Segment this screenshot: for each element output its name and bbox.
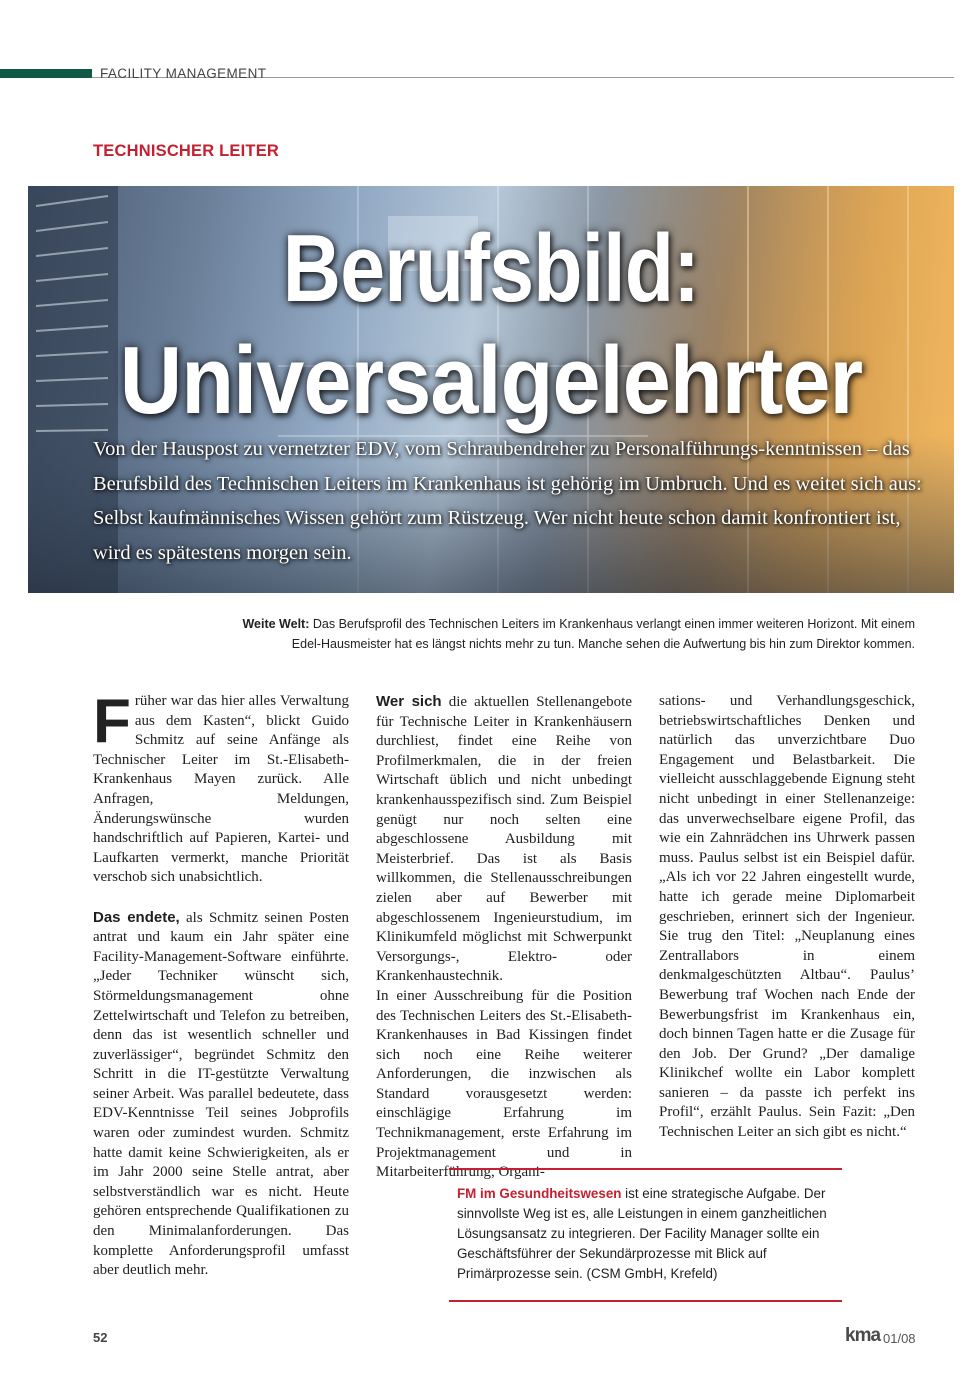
caption-line-1: Das Berufsprofil des Technischen Leiters im Krankenhaus verlangt einen immer weiteren Horizont. Mit einem [309, 617, 915, 631]
col1-paragraph-2: als Schmitz seinen Posten antrat und kaum ein Jahr später eine Facility-Management-Software einführte. „Jeder Techniker wünscht sich, Störmeldungsmanagement ohne Zettelwirtschaft und Telefon zu betreiben, denn das ist wesentlich schneller und zuverlässiger“, begründet Schmitz den Schritt in die IT-gestützte Verwaltung seiner Arbeit. Was parallel bedeutete, dass EDV-Kenntnisse Teil seines Jobprofils waren oder zumindest wurden. Schmitz hatte damit keine Schwierigkeiten, als er im Jahr 2000 seine Stelle antrat, aber selbstverständlich war es nicht. Heute gehören entsprechende Qualifikationen zu den Minimalanforderungen. Das komplette Anforderungsprofil umfasst aber deutlich mehr. [93, 909, 349, 1279]
headline-line-1: Berufsbild: [282, 215, 700, 322]
body-column-3 [659, 692, 915, 1143]
lead-paragraph: Von der Hauspost zu vernetzter EDV, vom Schraubendreher zu Personalführungs-kenntnissen – das Berufsbild des Technischen Leiters im Krankenhaus ist gehörig im Umbruch. Und es weitet sich aus: Selbst kaufmännisches Wissen gehört zum Rüstzeug. Wer nicht heute schon damit konfrontiert ist, wird es spätestens morgen sein. [93, 438, 922, 564]
col2-lead-in: Wer sich [376, 693, 442, 710]
drop-cap: F [93, 687, 131, 756]
issue-number: 01/08 [883, 1331, 916, 1346]
pull-quote-box [449, 1168, 842, 1302]
caption-label: Weite Welt: [242, 617, 310, 631]
hero-image [28, 186, 954, 593]
body-column-1 [93, 687, 349, 1281]
col2-paragraph-1: die aktuellen Stellenangebote für Technische Leiter in Krankenhäusern durchliest, findet eine Reihe von Profilmerkmalen, die in der freien Wirtschaft üblich und nicht unbedingt krankenhausspezifisch sind. Zum Beispiel genügt nur noch selten eine abgeschlossene Ausbildung mit Meisterbrief. Das ist als Basis willkommen, die Stellenausschreibungen zielen aber auf Bewerber mit abgeschlossenem Ingenieurstudium, im Klinikumfeld möglichst mit Schwerpunkt Versorgungs-, Elektro- oder Krankenhaustechnik. [376, 694, 633, 985]
body-column-2 [376, 692, 632, 1183]
pull-quote-text: ist eine strategische Aufgabe. Der sinnvollste Weg ist es, alle Leistungen in einem ganzheitlichen Lösungsansatz zu integrieren. Der Facility Manager sollte ein Geschäftsführer der Sekundärprozesse mit Blick auf Primärprozesse sein. (CSM GmbH, Krefeld) [457, 1186, 827, 1281]
col3-paragraph-1: sations- und Verhandlungsgeschick, betriebswirtschaftliches Denken und natürlich das unverzichtbare Duo Engagement und Belastbarkeit. Die vielleicht ausschlaggebende Eignung steht nicht unbedingt in einer Stellenanzeige: das unverwechselbare eigene Profil, das wie ein Zahnrädchen ins Uhrwerk passen muss. Paulus selbst ist ein Beispiel dafür. „Als ich vor 22 Jahren eingestellt wurde, hatte ich gerade meine Diplomarbeit geschrieben, erinnert sich der Ingenieur. Sie trug den Titel: „Neuplanung eines Zentrallabors in einem denkmalgeschützten Altbau“. Paulus’ Bewerbung traf Wochen nach Ende der Bewerbungsfrist im Krankenhaus ein, doch binnen Tagen hatte er die Zusage für den Job. Der Grund? „Der damalige Klinikchef wollte ein Labor komplett sanieren – da passte ich perfekt ins Profil“, erzählt Paulus. Sein Fazit: „Den Technischen Leiter an sich gibt es nicht.“ [659, 693, 915, 1141]
image-caption [190, 614, 915, 654]
page-number: 52 [93, 1330, 108, 1345]
section-label: FACILITY MANAGEMENT [100, 66, 267, 81]
pull-quote-label: FM im Gesundheitswesen [457, 1186, 622, 1201]
magazine-logo: kma [845, 1325, 881, 1346]
col2-paragraph-2: In einer Ausschreibung für die Position des Technischen Leiters des St.-Elisabeth-Krankenhauses in Bad Kissingen findet sich noch eine Reihe weiterer Anforderungen, die inzwischen als Standard vorausgesetzt werden: einschlägige Erfahrung im Technikmanagement, erste Erfahrung im Projektmanagement und in Mitarbeiterführung, Organi- [376, 987, 632, 1181]
headline-line-2: Universalgelehrter [119, 327, 863, 434]
col1-lead-in: Das endete, [93, 908, 180, 926]
caption-line-2: Edel-Hausmeister hat es längst nichts mehr zu tun. Manche sehen die Aufwertung bis hin zum Direktor kommen. [291, 637, 915, 651]
article-kicker: TECHNISCHER LEITER [93, 142, 280, 160]
header-accent-bar [0, 69, 92, 78]
col1-paragraph-1: rüher war das hier alles Verwaltung aus dem Kasten“, blickt Guido Schmitz auf seine Anfänge als Technischer Leiter im St.-Elisabeth- Krankenhaus Mayen zurück. Alle Anfragen, Meldungen, Änderungswünsche wurden handschriftlich auf Papieren, Kartei- und Laufkarten vermerkt, manche Priorität verschob sich unabsichtlich. [93, 693, 349, 886]
